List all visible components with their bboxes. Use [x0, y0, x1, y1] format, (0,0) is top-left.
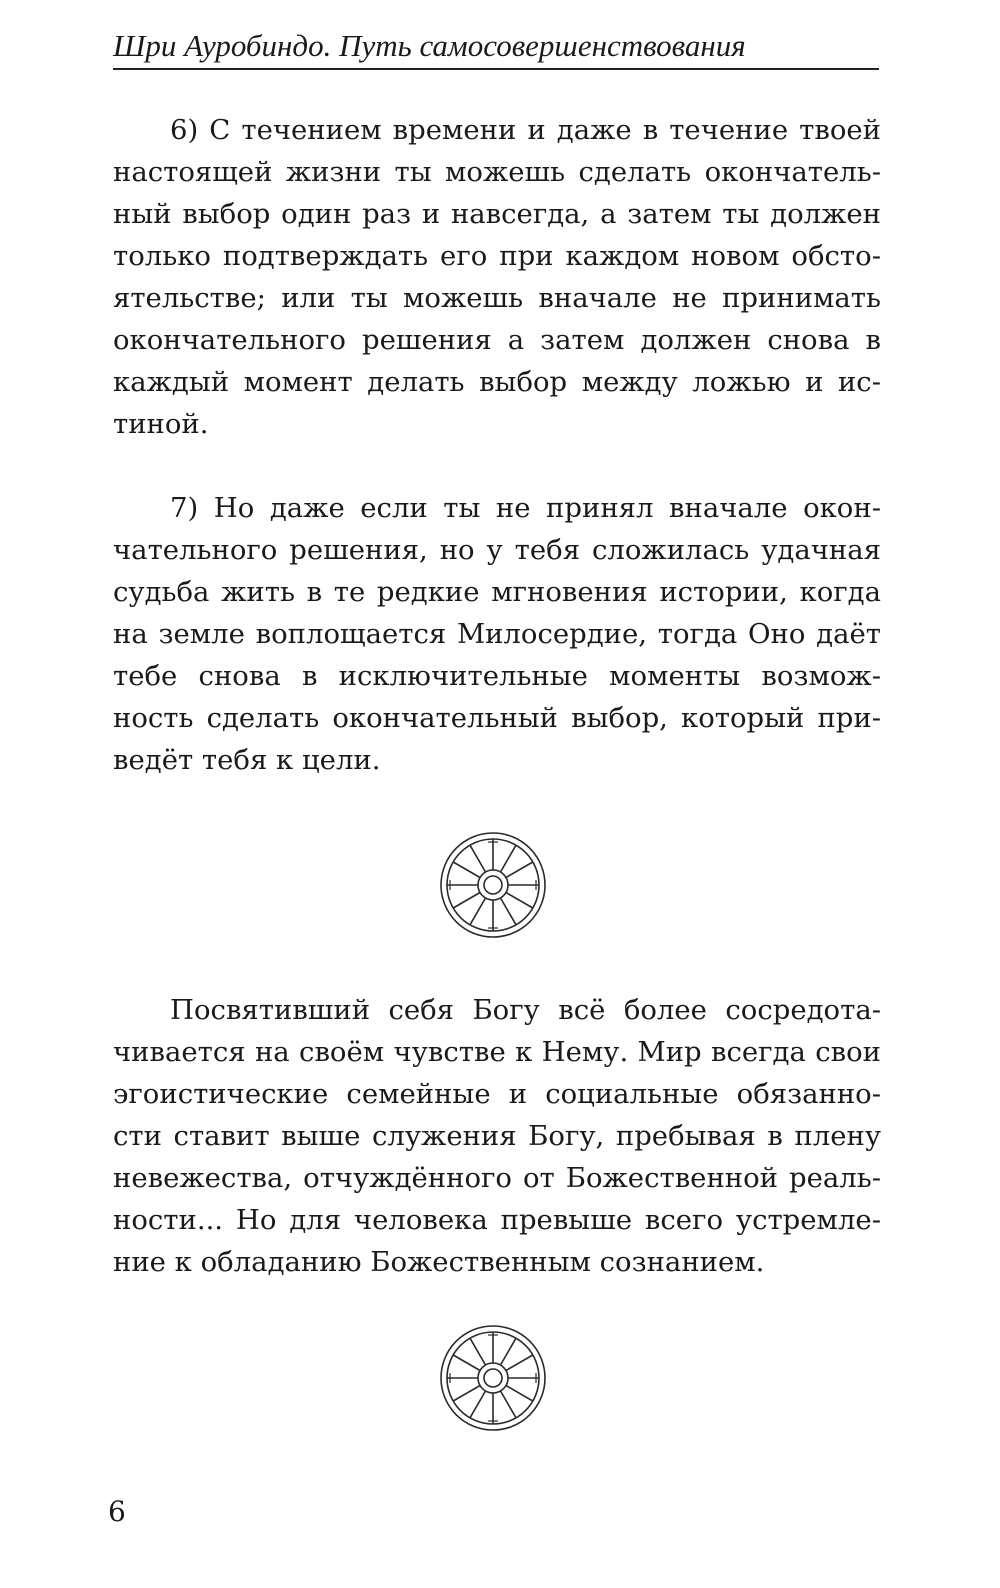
wheel-ornament-icon: [438, 830, 548, 940]
text-line: ние к обладанию Божественным сознанием.: [113, 1246, 765, 1278]
paragraph-devotion: [113, 989, 881, 1283]
text-line: ности... Но для человека превыше всего устремле-: [113, 1204, 881, 1236]
header-title: Шри Ауробиндо. Путь самосовершенствования: [113, 28, 746, 63]
text-line: ность сделать окончательный выбор, который при-: [113, 702, 881, 734]
paragraph-6: [113, 109, 881, 445]
text-line: ятельстве; или ты можешь вначале не принимать: [113, 282, 881, 314]
text-line: тебе снова в исключительные моменты возмож-: [113, 660, 881, 692]
text-line: на земле воплощается Милосердие, тогда Оно даёт: [113, 618, 881, 650]
running-header: [113, 26, 879, 70]
text-line: эгоистические семейные и социальные обязанно-: [113, 1078, 881, 1110]
text-line: судьба жить в те редкие мгновения истории, когда: [113, 576, 881, 608]
text-line: 7) Но даже если ты не принял вначале окон-: [170, 492, 881, 524]
text-line: окончательного решения а затем должен снова в: [113, 324, 881, 356]
text-line: ведёт тебя к цели.: [113, 744, 381, 776]
text-line: Посвятивший себя Богу всё более сосредота-: [170, 994, 881, 1026]
text-line: ный выбор один раз и навсегда, а затем ты должен: [113, 198, 881, 230]
text-line: чивается на своём чувстве к Нему. Мир всегда свои: [113, 1036, 881, 1068]
text-line: сти ставит выше служения Богу, пребывая в плену: [113, 1120, 881, 1152]
wheel-ornament-icon: [438, 1323, 548, 1433]
text-line: 6) С течением времени и даже в течение твоей: [170, 114, 881, 146]
text-line: чательного решения, но у тебя сложилась удачная: [113, 534, 881, 566]
text-line: тиной.: [113, 408, 209, 440]
paragraph-7: [113, 487, 881, 781]
page-number: 6: [108, 1495, 126, 1528]
text-line: невежества, отчуждённого от Божественной реаль-: [113, 1162, 881, 1194]
text-line: каждый момент делать выбор между ложью и ис-: [113, 366, 881, 398]
text-line: настоящей жизни ты можешь сделать окончатель-: [113, 156, 881, 188]
text-line: только подтверждать его при каждом новом обсто-: [113, 240, 881, 272]
